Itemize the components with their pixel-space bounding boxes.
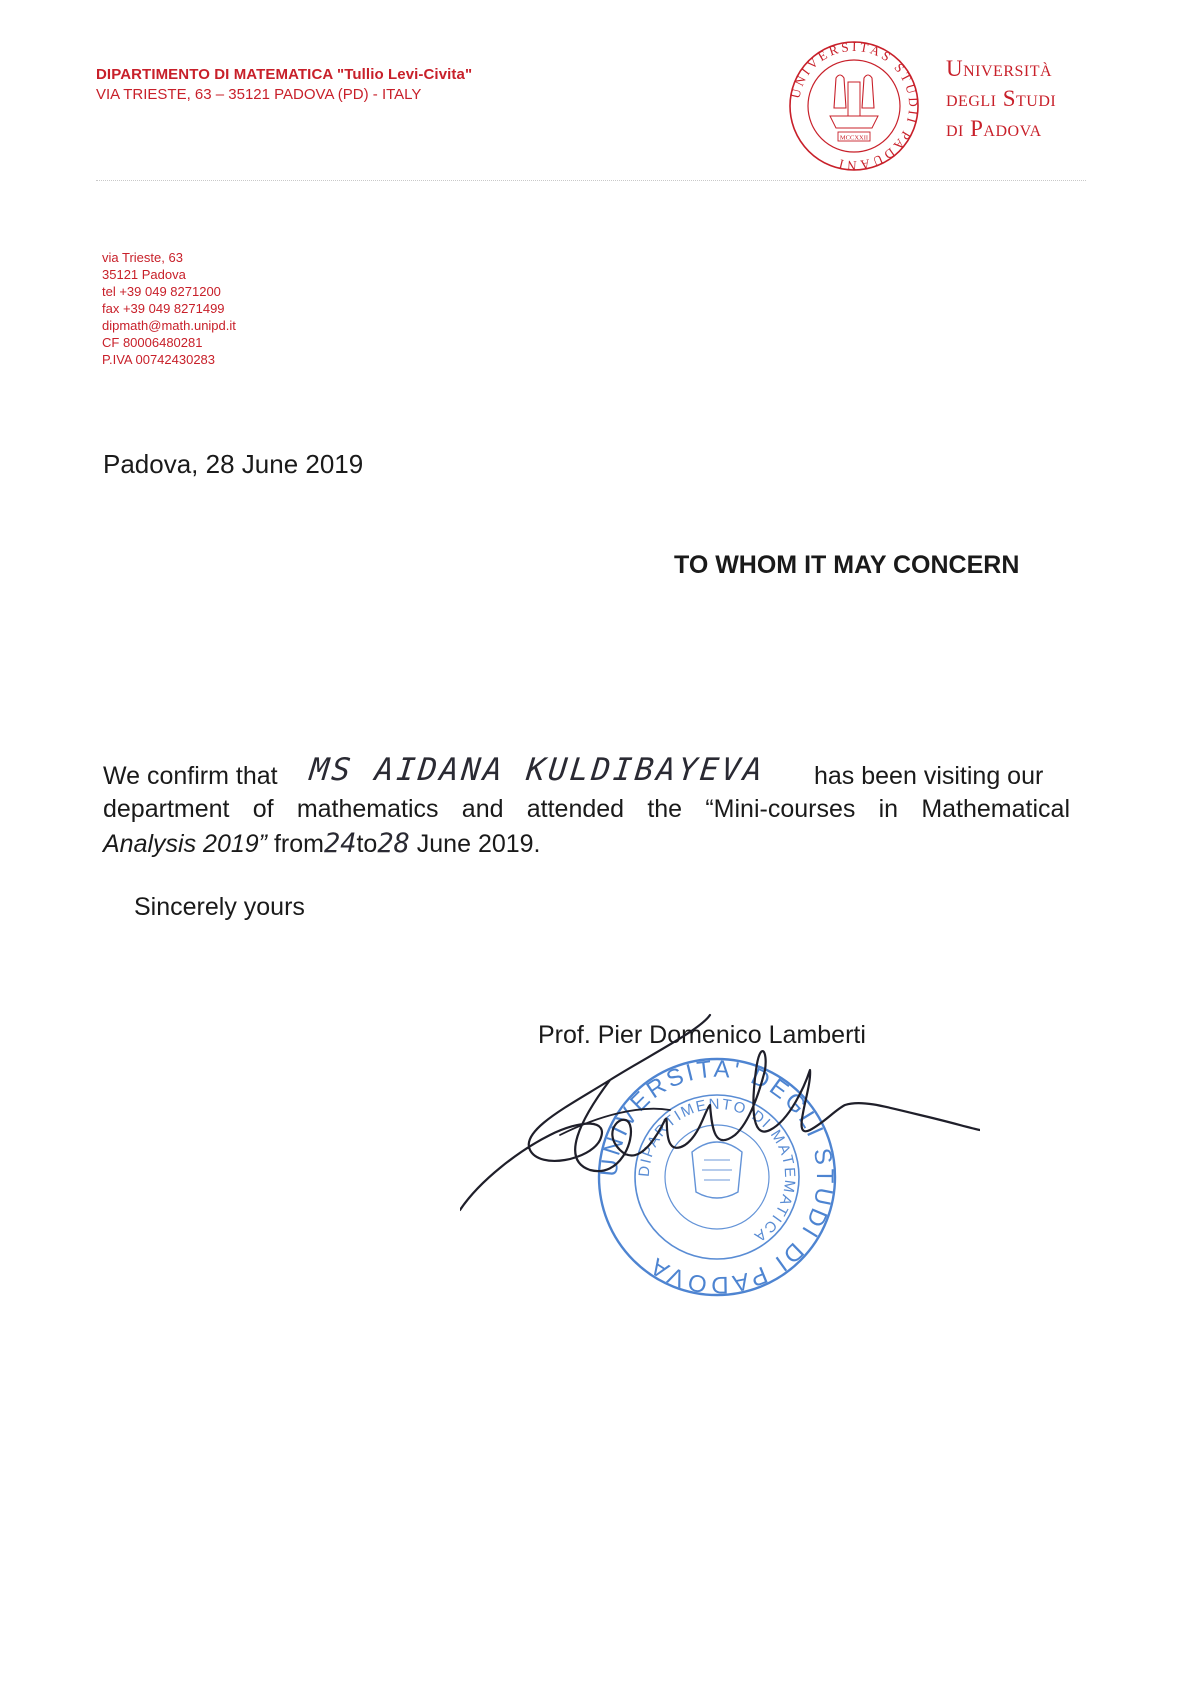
stamp-outer-text: UNIVERSITA' DEGLI STUDI DI PADOVA [595, 1055, 839, 1299]
contact-line: 35121 Padova [102, 267, 186, 282]
contact-line: CF 80006480281 [102, 335, 203, 350]
stamp-inner-text: DIPARTIMENTO DI MATEMATICA [635, 1095, 799, 1247]
visitor-name-handwritten: MS AIDANA KULDIBAYEVA [308, 752, 767, 788]
signature-icon [460, 1010, 980, 1240]
to-word: to [356, 830, 378, 858]
university-name-line: di Padova [946, 116, 1042, 141]
letter-line-2: department of mathematics and attended the “Mini-courses in Mathematical [103, 795, 1070, 823]
end-day-handwritten: 28 [377, 828, 410, 859]
department-address: VIA TRIESTE, 63 – 35121 PADOVA (PD) - ITALY [96, 86, 422, 103]
contact-line: via Trieste, 63 [102, 250, 183, 265]
course-title-end: Analysis 2019” [103, 830, 267, 858]
contact-block [102, 249, 236, 368]
contact-line: P.IVA 00742430283 [102, 352, 216, 367]
date-suffix: June 2019. [416, 830, 541, 858]
header-divider [96, 180, 1086, 181]
letter-date: Padova, 28 June 2019 [103, 449, 364, 479]
department-title: DIPARTIMENTO DI MATEMATICA [96, 66, 333, 83]
university-name-line: Università [946, 56, 1053, 81]
start-day-handwritten: 24 [323, 828, 357, 859]
confirm-prefix: We confirm that [103, 762, 278, 790]
confirm-suffix: has been visiting our [814, 762, 1044, 790]
seal-text: UNIVERSITAS STUDII PADUANI [787, 38, 922, 174]
letter-closing: Sincerely yours [134, 893, 305, 921]
department-name [96, 66, 472, 83]
university-name-line: degli Studi [946, 86, 1057, 111]
university-seal-icon [786, 38, 922, 174]
department-namesake: "Tullio Levi-Civita" [337, 66, 473, 83]
contact-line: tel +39 049 8271200 [102, 284, 221, 299]
contact-line: dipmath@math.unipd.it [102, 318, 236, 333]
contact-line: fax +39 049 8271499 [102, 301, 225, 316]
university-name [946, 54, 1056, 144]
seal-year: MCCXXII [839, 134, 869, 142]
letter-salutation: TO WHOM IT MAY CONCERN [674, 551, 1020, 579]
signatory-name: Prof. Pier Domenico Lamberti [538, 1021, 866, 1049]
letter-line-3 [103, 828, 541, 859]
from-word: from [273, 830, 324, 858]
